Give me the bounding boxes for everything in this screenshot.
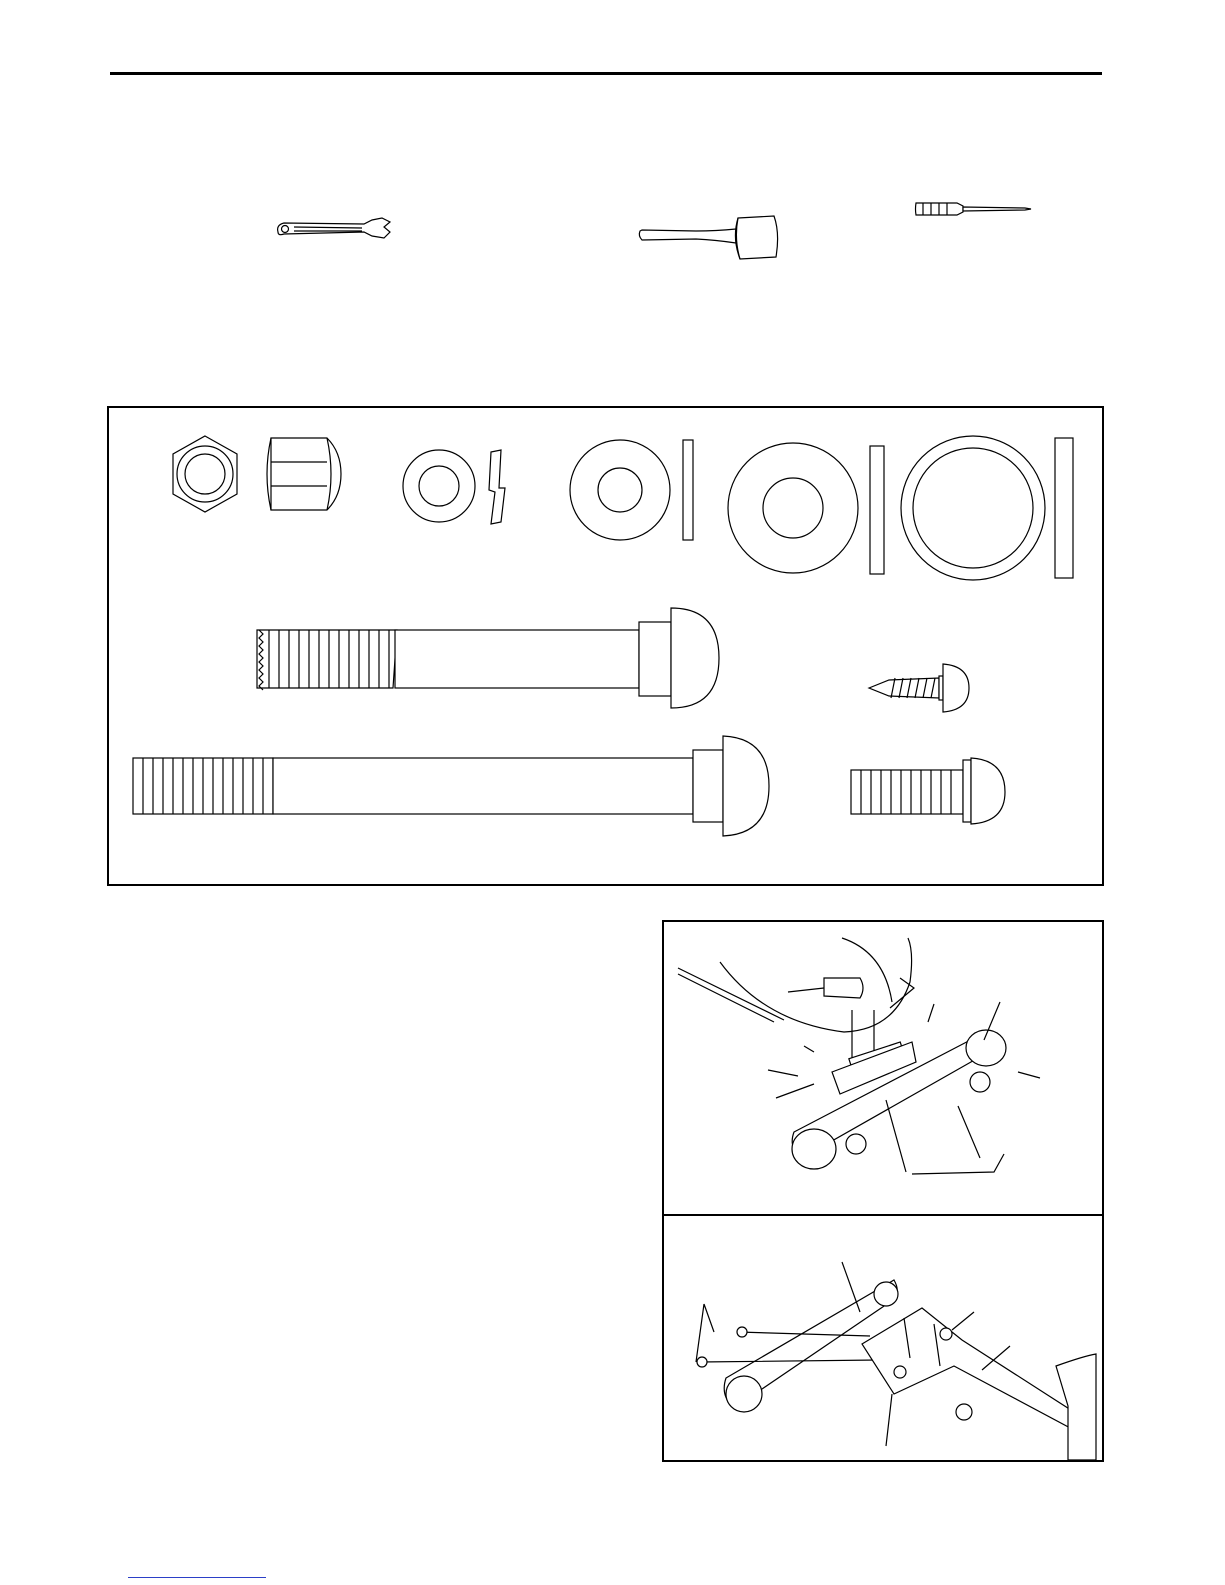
- figure-1-stabilizer-front: [662, 920, 1104, 1218]
- button-head-bolt-icon: [851, 758, 1005, 824]
- mallet-icon: [636, 213, 786, 263]
- footer-link-underline[interactable]: [128, 1577, 266, 1578]
- nylon-locknut-icon: [267, 438, 341, 510]
- small-flat-washer-icon: [570, 440, 693, 540]
- screw-icon: [869, 664, 969, 712]
- carriage-bolt-icon: [257, 608, 719, 708]
- hardware-identification-chart: [107, 406, 1104, 886]
- large-flat-washer-icon: [728, 443, 884, 574]
- hex-nut-icon: [173, 436, 237, 512]
- wrench-icon: [272, 210, 397, 248]
- figure-2-stabilizer-rear: [662, 1214, 1104, 1462]
- split-lock-washer-icon: [403, 450, 505, 524]
- screwdriver-icon: [913, 195, 1038, 223]
- header-rule: [110, 72, 1102, 75]
- long-carriage-bolt-icon: [133, 736, 769, 836]
- thin-large-washer-icon: [901, 436, 1073, 580]
